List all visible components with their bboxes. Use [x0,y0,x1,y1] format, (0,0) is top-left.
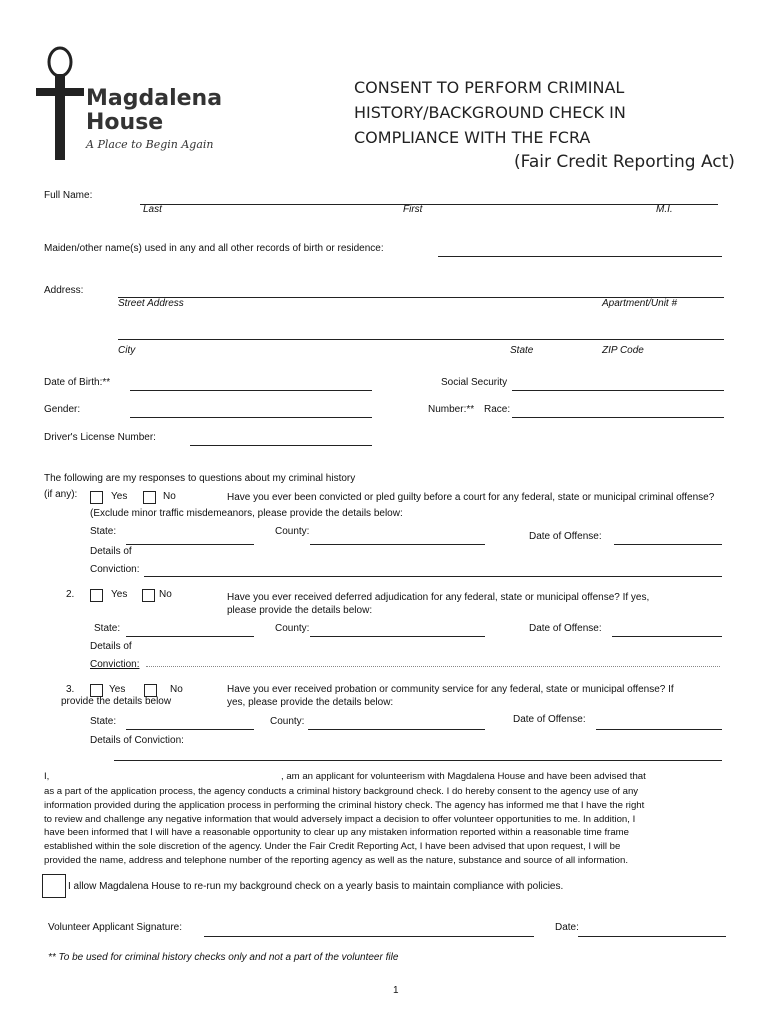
title-line1: CONSENT TO PERFORM CRIMINAL [354,78,625,97]
city-state-zip-field[interactable] [118,339,724,340]
consent-line: have been informed that I will have a reasonable opportunity to clear up any mistaken information reported within a reasonable time frame [44,827,630,839]
full-name-label: Full Name: [44,190,93,201]
consent-line: to review and challenge any negative information that would adversely impact a decision to offer volunteer opportunities to me. In addition, I [44,813,636,825]
dob-field[interactable] [130,390,372,391]
q3-date-offense-field[interactable] [596,729,722,730]
q2-details-of-label: Details of [90,641,132,652]
q2-state-field[interactable] [126,636,254,637]
signature-label: Volunteer Applicant Signature: [48,922,182,933]
title-line3: COMPLIANCE WITH THE FCRA [354,128,591,147]
q3-county-field[interactable] [308,729,485,730]
q1-no-label: No [163,491,176,502]
q2-conviction-label: Conviction: [90,659,140,670]
date-label: Date: [555,922,579,933]
dob-label: Date of Birth:** [44,377,111,388]
q3-conviction-field[interactable] [114,760,722,761]
date-field[interactable] [578,936,726,937]
q3-yes-label: Yes [109,684,126,695]
logo-name-line1: Magdalena [86,86,223,111]
signature-field[interactable] [204,936,534,937]
q1-note: (Exclude minor traffic misdemeanors, please provide the details below: [90,508,403,519]
consent-line1: , am an applicant for volunteerism with Magdalena House and have been advised that [281,771,646,782]
gender-field[interactable] [130,417,372,418]
q1-state-label: State: [90,526,117,537]
applicant-name-field[interactable] [54,782,280,783]
apt-caption: Apartment/Unit # [602,298,678,309]
q2-number: 2. [66,589,75,600]
page-number: 1 [393,985,399,996]
address-label: Address: [44,285,84,296]
q2-yes-checkbox[interactable] [90,589,103,602]
footnote: ** To be used for criminal history checks only and not a part of the volunteer file [48,952,399,963]
q3-state-field[interactable] [126,729,254,730]
q1-conviction-field[interactable] [144,576,722,577]
rerun-consent-label: I allow Magdalena House to re-run my background check on a yearly basis to maintain compliance with policies. [68,881,564,892]
ssn-label: Social Security [441,377,508,388]
q1-no-checkbox[interactable] [143,491,156,504]
maiden-name-label: Maiden/other name(s) used in any and all other records of birth or residence: [44,243,384,254]
q1-yes-checkbox[interactable] [90,491,103,504]
last-name-caption: Last [143,204,162,215]
if-any-label: (if any): [44,489,78,500]
q1-question: Have you ever been convicted or pled guilty before a court for any federal, state or municipal criminal offense? [227,492,715,503]
title-line4: (Fair Credit Reporting Act) [514,152,735,172]
q1-conviction-label: Conviction: [90,564,140,575]
criminal-intro: The following are my responses to questions about my criminal history [44,473,356,484]
maiden-name-field[interactable] [438,256,722,257]
number-label: Number:** [428,404,475,415]
q2-state-label: State: [94,623,121,634]
q3-question-line2: yes, please provide the details below: [227,697,394,708]
q3-question-line1: Have you ever received probation or community service for any federal, state or municipal offense? If [227,684,674,695]
q3-no-label: No [170,684,183,695]
logo-name-line2: House [86,110,164,135]
q2-date-offense-label: Date of Offense: [529,623,602,634]
q1-date-offense-label: Date of Offense: [529,531,602,542]
q2-question-line1: Have you ever received deferred adjudication for any federal, state or municipal offense? If yes, [227,592,650,603]
consent-line: established within the sole discretion of the agency. Under the Fair Credit Reporting Act, I have been advised that upon request, I will be [44,841,621,853]
q3-county-label: County: [270,716,305,727]
consent-paragraph [44,785,720,868]
q3-details-of-conviction-label: Details of Conviction: [90,735,184,746]
first-name-caption: First [403,204,423,215]
q2-date-offense-field[interactable] [612,636,722,637]
consent-line: information provided during the application process in performing the criminal history check. The agency has informed me that I have the right [44,799,645,811]
drivers-license-label: Driver's License Number: [44,432,156,443]
q2-county-label: County: [275,623,310,634]
race-field[interactable] [512,417,724,418]
rerun-consent-checkbox[interactable] [42,874,66,898]
full-name-field[interactable] [140,204,718,205]
q1-state-field[interactable] [126,544,254,545]
mi-caption: M.I. [656,204,673,215]
zip-caption: ZIP Code [602,345,644,356]
q1-details-of-label: Details of [90,546,132,557]
q1-date-offense-field[interactable] [614,544,722,545]
consent-line: provided the name, address and telephone number of the reporting agency as well as the nature, substance and source of all information. [44,854,628,866]
q2-yes-label: Yes [111,589,128,600]
street-caption: Street Address [118,298,184,309]
race-label: Race: [484,404,511,415]
state-caption: State [510,345,534,356]
q3-state-label: State: [90,716,117,727]
consent-i: I, [44,771,50,782]
q1-county-label: County: [275,526,310,537]
q2-question-line2: please provide the details below: [227,605,373,616]
q2-county-field[interactable] [310,636,485,637]
consent-line: as a part of the application process, the agency conducts a criminal history background check. I do hereby consent to the agency use of any [44,786,639,797]
q2-conviction-field[interactable] [146,666,720,667]
drivers-license-field[interactable] [190,445,372,446]
q2-no-label: No [159,589,172,600]
gender-label: Gender: [44,404,81,415]
q2-no-checkbox[interactable] [142,589,155,602]
q3-date-offense-label: Date of Offense: [513,714,586,725]
q1-county-field[interactable] [310,544,485,545]
logo-tagline: A Place to Begin Again [86,138,214,151]
q3-number: 3. [66,684,75,695]
city-caption: City [118,345,136,356]
title-line2: HISTORY/BACKGROUND CHECK IN [354,103,626,122]
ssn-field[interactable] [512,390,724,391]
q1-yes-label: Yes [111,491,128,502]
logo [30,44,260,162]
logo-cross-icon [30,44,90,162]
q3-provide-details: provide the details below [61,696,172,707]
